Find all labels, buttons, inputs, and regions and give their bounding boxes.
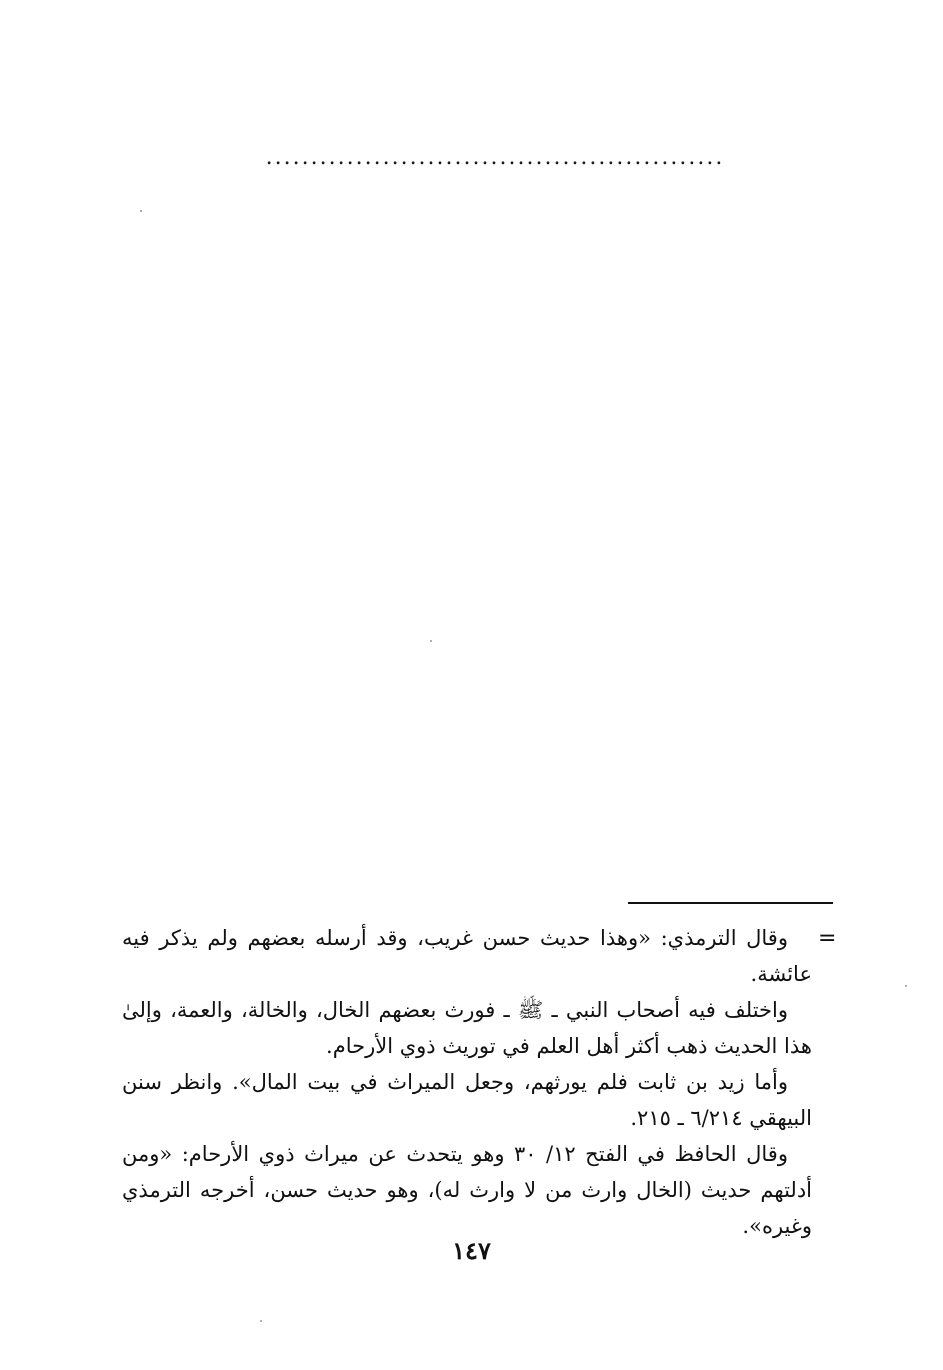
footnotes-block bbox=[122, 920, 812, 1244]
footnote-paragraph-4: وقال الحافظ في الفتح ١٢/ ٣٠ وهو يتحدث عن ميراث ذوي الأرحام: «ومن أدلتهم حديث (الخال وارث من لا وارث له)، وهو حديث حسن، أخرجه الترمذي وغيره». bbox=[122, 1142, 812, 1238]
scan-speck bbox=[140, 210, 142, 212]
page-number: ١٤٧ bbox=[452, 1236, 491, 1265]
scan-speck bbox=[260, 1320, 262, 1322]
scan-speck bbox=[905, 985, 907, 987]
continuation-mark: = bbox=[818, 926, 837, 951]
dotted-separator: ................................................... bbox=[265, 148, 725, 168]
scan-speck bbox=[430, 640, 432, 642]
footnote-paragraph-1: وقال الترمذي: «وهذا حديث حسن غريب، وقد أرسله بعضهم ولم يذكر فيه عائشة. bbox=[122, 926, 812, 986]
footnote-rule bbox=[628, 902, 833, 904]
footnote-paragraph-2: واختلف فيه أصحاب النبي ـ ﷺ ـ فورث بعضهم الخال، والخالة، والعمة، وإلىٰ هذا الحديث ذهب أكثر أهل العلم في توريث ذوي الأرحام. bbox=[122, 998, 812, 1058]
footnote-paragraph-3: وأما زيد بن ثابت فلم يورثهم، وجعل الميراث في بيت المال». وانظر سنن البيهقي ٦/٢١٤ ـ ٢١٥. bbox=[122, 1070, 812, 1130]
